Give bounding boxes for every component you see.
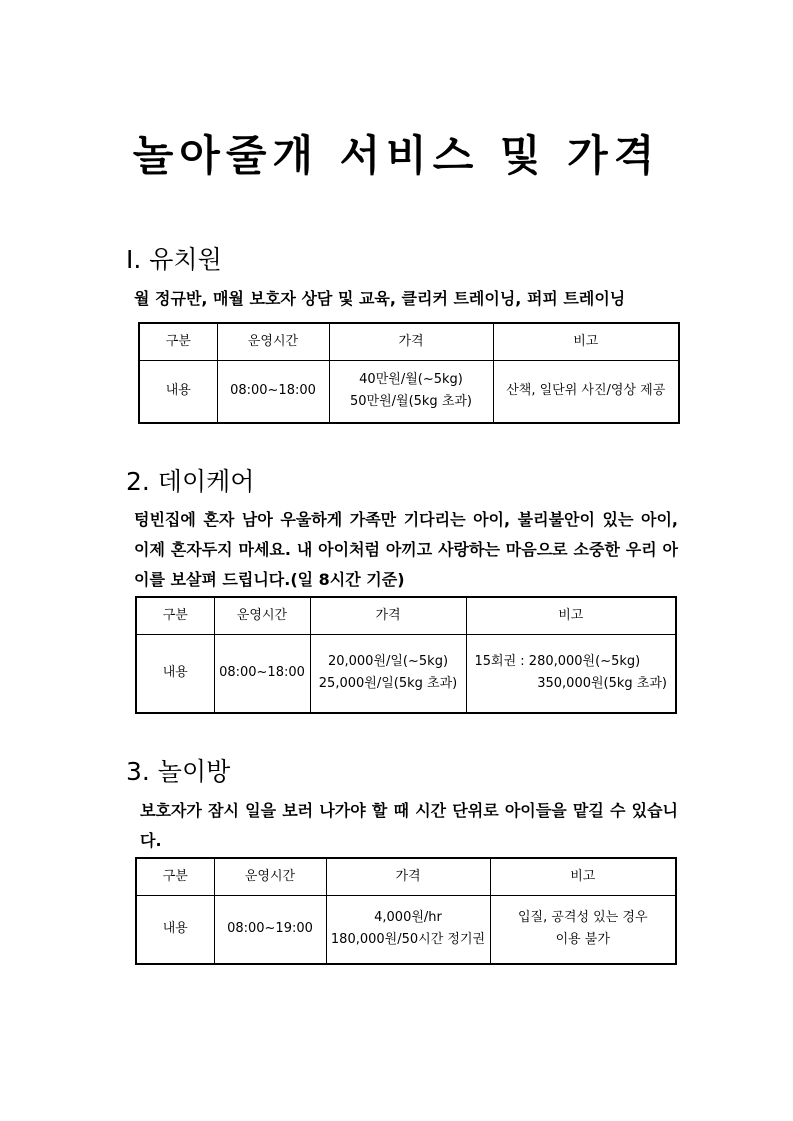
header-price: 가격 xyxy=(329,323,493,361)
cell-price: 4,000원/hr 180,000원/50시간 정기권 xyxy=(326,896,490,964)
daycare-table xyxy=(135,596,677,714)
header-price: 가격 xyxy=(310,597,466,635)
section-heading-playroom: 3. 놀이방 xyxy=(126,757,231,786)
cell-category: 내용 xyxy=(136,635,214,713)
section-description-kindergarten: 월 정규반, 매월 보호자 상담 및 교육, 클리커 트레이닝, 퍼피 트레이닝 xyxy=(134,289,626,308)
header-category: 구분 xyxy=(136,858,214,896)
table-header-row xyxy=(139,323,679,361)
cell-price: 20,000원/일(~5kg) 25,000원/일(5kg 초과) xyxy=(310,635,466,713)
kindergarten-table xyxy=(138,322,680,424)
table-row xyxy=(136,896,676,964)
cell-category: 내용 xyxy=(136,896,214,964)
table-row xyxy=(139,361,679,423)
cell-category: 내용 xyxy=(139,361,217,423)
note-line-2: 350,000원(5kg 초과) xyxy=(537,676,667,692)
header-category: 구분 xyxy=(139,323,217,361)
table-header-row xyxy=(136,858,676,896)
table-row xyxy=(136,635,676,713)
header-price: 가격 xyxy=(326,858,490,896)
page-title: 놀아줄개 서비스 및 가격 xyxy=(132,131,661,180)
cell-hours: 08:00~19:00 xyxy=(214,896,326,964)
section-description-playroom: 보호자가 잠시 일을 보러 나가야 할 때 시간 단위로 아이들을 맡길 수 있습니다. xyxy=(140,801,678,850)
table-header-row xyxy=(136,597,676,635)
header-category: 구분 xyxy=(136,597,214,635)
section-heading-daycare: 2. 데이케어 xyxy=(126,467,255,496)
note-line-1: 15회권 : 280,000원(~5kg) xyxy=(474,654,641,670)
header-hours: 운영시간 xyxy=(214,858,326,896)
cell-note: 입질, 공격성 있는 경우 이용 불가 xyxy=(490,896,676,964)
header-note: 비고 xyxy=(466,597,676,635)
header-note: 비고 xyxy=(490,858,676,896)
cell-hours: 08:00~18:00 xyxy=(214,635,310,713)
header-note: 비고 xyxy=(493,323,679,361)
section-description-daycare: 텅빈집에 혼자 남아 우울하게 가족만 기다리는 아이, 불리불안이 있는 아이, 이제 혼자두지 마세요. 내 아이처럼 아끼고 사랑하는 마음으로 소중한 우리 아이를 보살펴 드립니다.(일 8시간 기준) xyxy=(134,510,678,589)
header-hours: 운영시간 xyxy=(217,323,329,361)
cell-note: 산책, 일단위 사진/영상 제공 xyxy=(493,361,679,423)
cell-hours: 08:00~18:00 xyxy=(217,361,329,423)
playroom-table xyxy=(135,857,677,965)
cell-note xyxy=(466,635,676,713)
section-heading-kindergarten: I. 유치원 xyxy=(126,245,222,274)
cell-price: 40만원/월(~5kg) 50만원/월(5kg 초과) xyxy=(329,361,493,423)
header-hours: 운영시간 xyxy=(214,597,310,635)
